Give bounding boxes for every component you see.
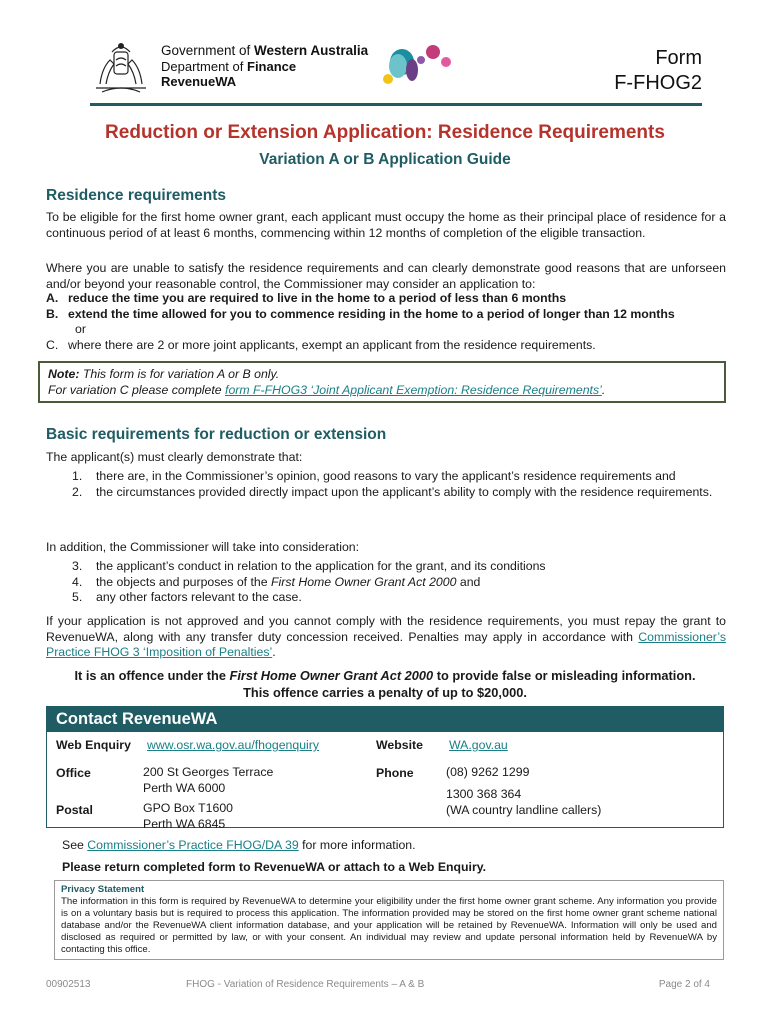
page-title: Reduction or Extension Application: Residence Requirements xyxy=(105,122,665,143)
web-enquiry-link[interactable]: www.osr.wa.gov.au/fhogenquiry xyxy=(147,738,320,752)
form-f-fhog3-link[interactable]: form F-FHOG3 ‘Joint Applicant Exemption: Residence Requirements’ xyxy=(225,382,602,397)
agency-name: RevenueWA xyxy=(161,74,237,89)
website-link[interactable]: WA.gov.au xyxy=(449,738,508,752)
department-name: Department of Finance xyxy=(161,59,297,74)
privacy-heading: Privacy Statement xyxy=(61,884,145,895)
phone-country: 1300 368 364 (WA country landline callers) xyxy=(446,787,602,817)
residence-paragraph-1: To be eligible for the first home owner grant, each applicant must occupy the home as their principal place of residence for a continuous period of at least 6 months, commencing within 12 months of completion of the eligible transaction. xyxy=(46,210,726,240)
commissioners-practice-fhog3-link[interactable]: Commissioner’s Practice FHOG 3 ‘Imposition of Penalties’ xyxy=(46,629,726,659)
privacy-statement xyxy=(54,880,724,960)
footer-page-number: Page 2 of 4 xyxy=(658,979,710,990)
consideration-intro: In addition, the Commissioner will take into consideration: xyxy=(46,540,360,554)
option-or: or xyxy=(75,322,86,336)
see-more-info: See Commissioner’s Practice FHOG/DA 39 for more information. xyxy=(62,838,416,852)
option-b: B. extend the time allowed for you to commence residing in the home to a period of longer than 12 months xyxy=(46,306,675,321)
basic-intro: The applicant(s) must clearly demonstrate that: xyxy=(46,450,303,464)
form-identifier xyxy=(614,46,702,96)
option-c: C. where there are 2 or more joint applicants, exempt an applicant from the residence requirements. xyxy=(46,337,596,352)
list-item: 2. the circumstances provided directly impact upon the applicant’s ability to comply with the residence requirements. xyxy=(72,484,713,499)
basic-requirements-heading: Basic requirements for reduction or extension xyxy=(46,426,387,443)
variation-note-box: Note: This form is for variation A or B only. For variation C please complete form F-FHOG3 ‘Joint Applicant Exemption: Residence Requirements’. xyxy=(38,361,726,403)
website-label: Website xyxy=(376,738,423,752)
contact-revenuewa-heading: Contact RevenueWA xyxy=(46,706,724,732)
form-label: Form xyxy=(655,47,702,69)
government-name: Government of Western Australia xyxy=(161,43,369,58)
list-item: 5. any other factors relevant to the case. xyxy=(72,590,302,604)
postal-address: GPO Box T1600 Perth WA 6845 xyxy=(143,801,233,831)
footer-title: FHOG - Variation of Residence Requirements – A & B xyxy=(186,979,425,990)
office-address: 200 St Georges Terrace Perth WA 6000 xyxy=(143,765,274,795)
list-item: 4. the objects and purposes of the First Home Owner Grant Act 2000 and xyxy=(72,574,481,589)
web-enquiry-label: Web Enquiry xyxy=(56,738,131,752)
residence-requirements-heading: Residence requirements xyxy=(46,187,227,204)
office-label: Office xyxy=(56,766,91,780)
list-item: 1. there are, in the Commissioner’s opinion, good reasons to vary the applicant’s residence requirements and xyxy=(72,469,676,483)
footer-form-number: 00902513 xyxy=(46,979,91,990)
residence-paragraph-2: Where you are unable to satisfy the residence requirements and can clearly demonstrate good reasons that are unforseen and/or beyond your reasonable control, the Commissioner may consider an application to: xyxy=(46,261,726,291)
revenuewa-brand-graphic xyxy=(378,40,468,90)
header-divider xyxy=(90,103,702,106)
return-instruction: Please return completed form to RevenueWA or attach to a Web Enquiry. xyxy=(62,860,487,874)
wa-coat-of-arms-logo xyxy=(90,38,152,96)
postal-label: Postal xyxy=(56,803,93,817)
repay-paragraph: If your application is not approved and you cannot comply with the residence requirements, you must repay the grant to RevenueWA, along with any transfer duty concession received. Penalties may apply in accordance with Commissioner’s Practice FHOG 3 ‘Imposition of Penalties’. xyxy=(46,614,726,659)
phone-label: Phone xyxy=(376,766,414,780)
option-a: A. reduce the time you are required to live in the home to a period of less than 6 months xyxy=(46,291,567,305)
offence-warning: It is an offence under the First Home Owner Grant Act 2000 to provide false or misleading information. This offence carries a penalty of up to $20,000. xyxy=(74,668,696,700)
page-subtitle: Variation A or B Application Guide xyxy=(259,151,511,168)
commissioners-practice-fhog-da39-link[interactable]: Commissioner’s Practice FHOG/DA 39 xyxy=(87,838,299,852)
phone-primary: (08) 9262 1299 xyxy=(446,765,530,779)
consideration-list xyxy=(72,559,726,606)
note-label: Note: xyxy=(48,367,80,381)
basic-requirements-list xyxy=(72,469,726,500)
privacy-body: The information in this form is required by RevenueWA to determine your eligibility under the first home owner grant scheme. Any information you provide is on a voluntary basis but is required to process this application. The information provided may be stored on the first home owner grant scheme national database and/or the RevenueWA client information database, and your application will be retained by RevenueWA. Information will only be used and disclosed as required or permitted by law, or with your consent. An individual may review and update personal information held by RevenueWA by contacting this office. xyxy=(61,896,717,955)
list-item: 3. the applicant’s conduct in relation to the application for the grant, and its conditions xyxy=(72,559,546,573)
form-code: F-FHOG2 xyxy=(614,72,702,94)
variation-options-list xyxy=(46,291,726,353)
